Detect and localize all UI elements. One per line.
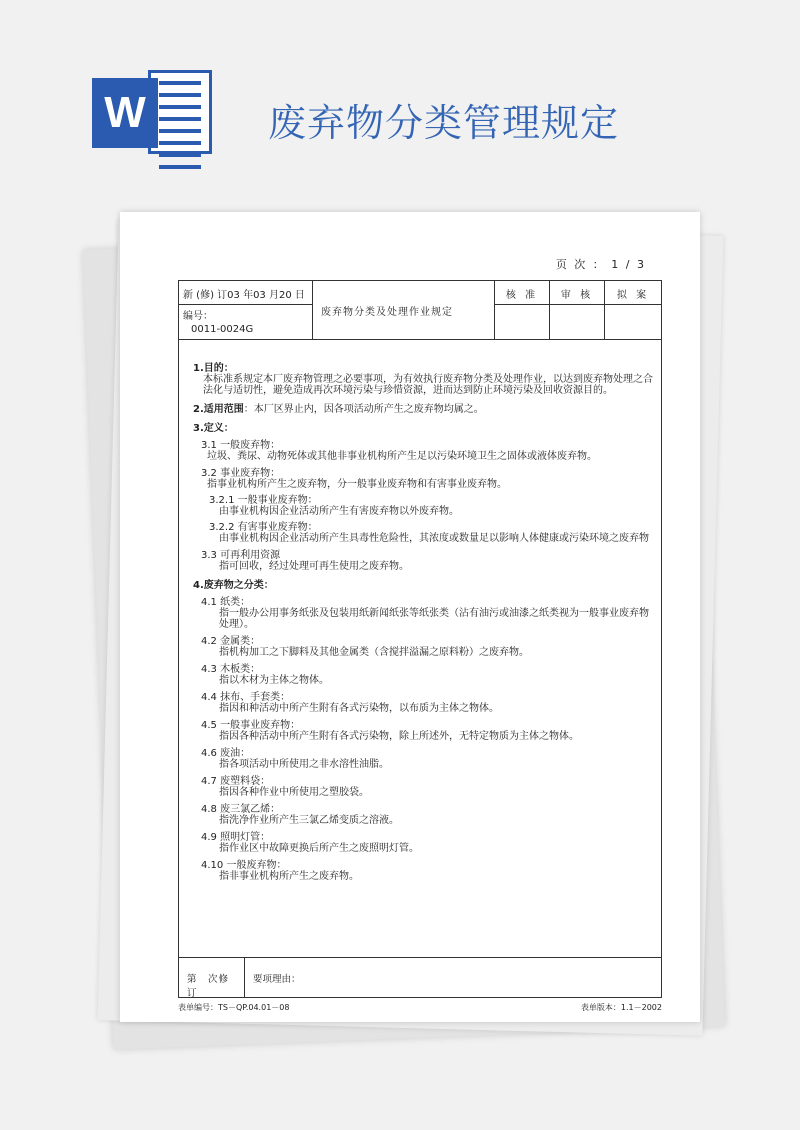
def-3-1-title: 3.1 一般废弃物： <box>201 440 281 451</box>
class-4-5-title: 4.5 一般事业废弃物： <box>201 720 301 731</box>
def-3-3-title: 3.3 可再利用资源 <box>201 550 281 561</box>
form-number: 表单编号：TS－QP.04.01－08 <box>178 1003 290 1012</box>
class-4-7-text: 指因各种作业中所使用之塑胶袋。 <box>219 787 369 798</box>
class-4-3-title: 4.3 木板类： <box>201 664 261 675</box>
class-4-4-text: 指因和种活动中所产生附有各式污染物，以布质为主体之物体。 <box>219 703 499 714</box>
class-4-8-title: 4.8 废三氯乙烯： <box>201 804 281 815</box>
class-4-10-text: 指非事业机构所产生之废弃物。 <box>219 871 359 882</box>
draft-header: 拟 案 <box>605 281 661 305</box>
review-header: 审 核 <box>550 281 605 305</box>
class-4-7-title: 4.7 废塑料袋： <box>201 776 271 787</box>
logo-letter: W <box>92 78 158 148</box>
class-4-5-text: 指因各种活动中所产生附有各式污染物，除上所述外，无特定物质为主体之物体。 <box>219 731 579 742</box>
document-number-cell <box>179 305 313 339</box>
class-4-6-text: 指各项活动中所使用之非水溶性油脂。 <box>219 759 389 770</box>
section-scope <box>193 404 653 415</box>
document-sheet <box>120 212 700 1022</box>
class-4-1-title: 4.1 纸类： <box>201 597 251 608</box>
class-4-4-title: 4.4 抹布、手套类： <box>201 692 291 703</box>
class-4-6-title: 4.6 废油： <box>201 748 251 759</box>
draft-signature <box>605 305 661 339</box>
section-scope-title: 2.适用范围 <box>193 404 244 415</box>
class-4-1-text: 指一般办公用事务纸张及包装用纸新闻纸张等纸张类（沾有油污或油漆之纸类视为一般事业废弃物处理）。 <box>219 608 649 630</box>
document-body <box>193 355 653 882</box>
def-3-3-text: 指可回收，经过处理可再生使用之废弃物。 <box>219 561 409 572</box>
section-definition-title: 3.定义： <box>193 423 234 434</box>
revision-date: 新 (修) 订03 年03 月20 日 <box>179 281 313 305</box>
class-4-3-text: 指以木材为主体之物体。 <box>219 675 329 686</box>
def-3-2-2-text: 由事业机构因企业活动所产生具毒性危险性，其浓度或数量足以影响人体健康或污染环境之废弃物 <box>219 533 649 544</box>
document-title: 废弃物分类及处理作业规定 <box>313 281 495 339</box>
revision-reason-label: 要项理由： <box>253 974 301 985</box>
class-4-2-text: 指机构加工之下脚料及其他金属类（含搅拌溢漏之原料粉）之废弃物。 <box>219 647 529 658</box>
review-signature <box>550 305 605 339</box>
section-scope-text: ：本厂区界止内，因各项活动所产生之废弃物均属之。 <box>243 404 484 415</box>
def-3-2-text: 指事业机构所产生之废弃物，分一般事业废弃物和有害事业废弃物。 <box>207 479 507 490</box>
page-number: 页 次 ： 1 / 3 <box>555 258 646 271</box>
revision-count-label: 第 次修订 <box>179 958 245 998</box>
document-frame <box>178 280 662 998</box>
number-label: 编号： <box>183 311 213 322</box>
banner <box>0 0 800 190</box>
page-title: 废弃物分类管理规定 <box>268 101 620 145</box>
word-document-icon <box>92 70 216 154</box>
section-purpose-text: 本标准系规定本厂废弃物管理之必要事项，为有效执行废弃物分类及处理作业，以达到废弃物处理之合法化与适切性，避免造成再次环境污染与珍惜资源，进而达到防止环境污染及回收资源目的。 <box>203 374 653 396</box>
approve-header: 核 准 <box>495 281 550 305</box>
header-table <box>179 281 661 340</box>
form-version: 表单版本：1.1－2002 <box>580 1003 662 1012</box>
def-3-2-2-title: 3.2.2 有害事业废弃物： <box>209 522 318 533</box>
def-3-2-1-text: 由事业机构因企业活动所产生有害废弃物以外废弃物。 <box>219 506 459 517</box>
def-3-1-text: 垃圾、粪尿、动物死体或其他非事业机构所产生足以污染环境卫生之固体或液体废弃物。 <box>207 451 597 462</box>
def-3-2-title: 3.2 事业废弃物： <box>201 468 281 479</box>
number-value: 0011-0024G <box>191 324 254 335</box>
revision-footer <box>179 957 661 998</box>
approve-signature <box>495 305 550 339</box>
class-4-10-title: 4.10 一般废弃物： <box>201 860 287 871</box>
section-purpose-title: 1.目的： <box>193 363 234 374</box>
class-4-9-text: 指作业区中故障更换后所产生之废照明灯管。 <box>219 843 419 854</box>
def-3-2-1-title: 3.2.1 一般事业废弃物： <box>209 495 318 506</box>
class-4-9-title: 4.9 照明灯管： <box>201 832 271 843</box>
section-classification-title: 4.废弃物之分类： <box>193 580 274 591</box>
class-4-2-title: 4.2 金属类： <box>201 636 261 647</box>
class-4-8-text: 指洗净作业所产生三氯乙烯变质之溶液。 <box>219 815 399 826</box>
